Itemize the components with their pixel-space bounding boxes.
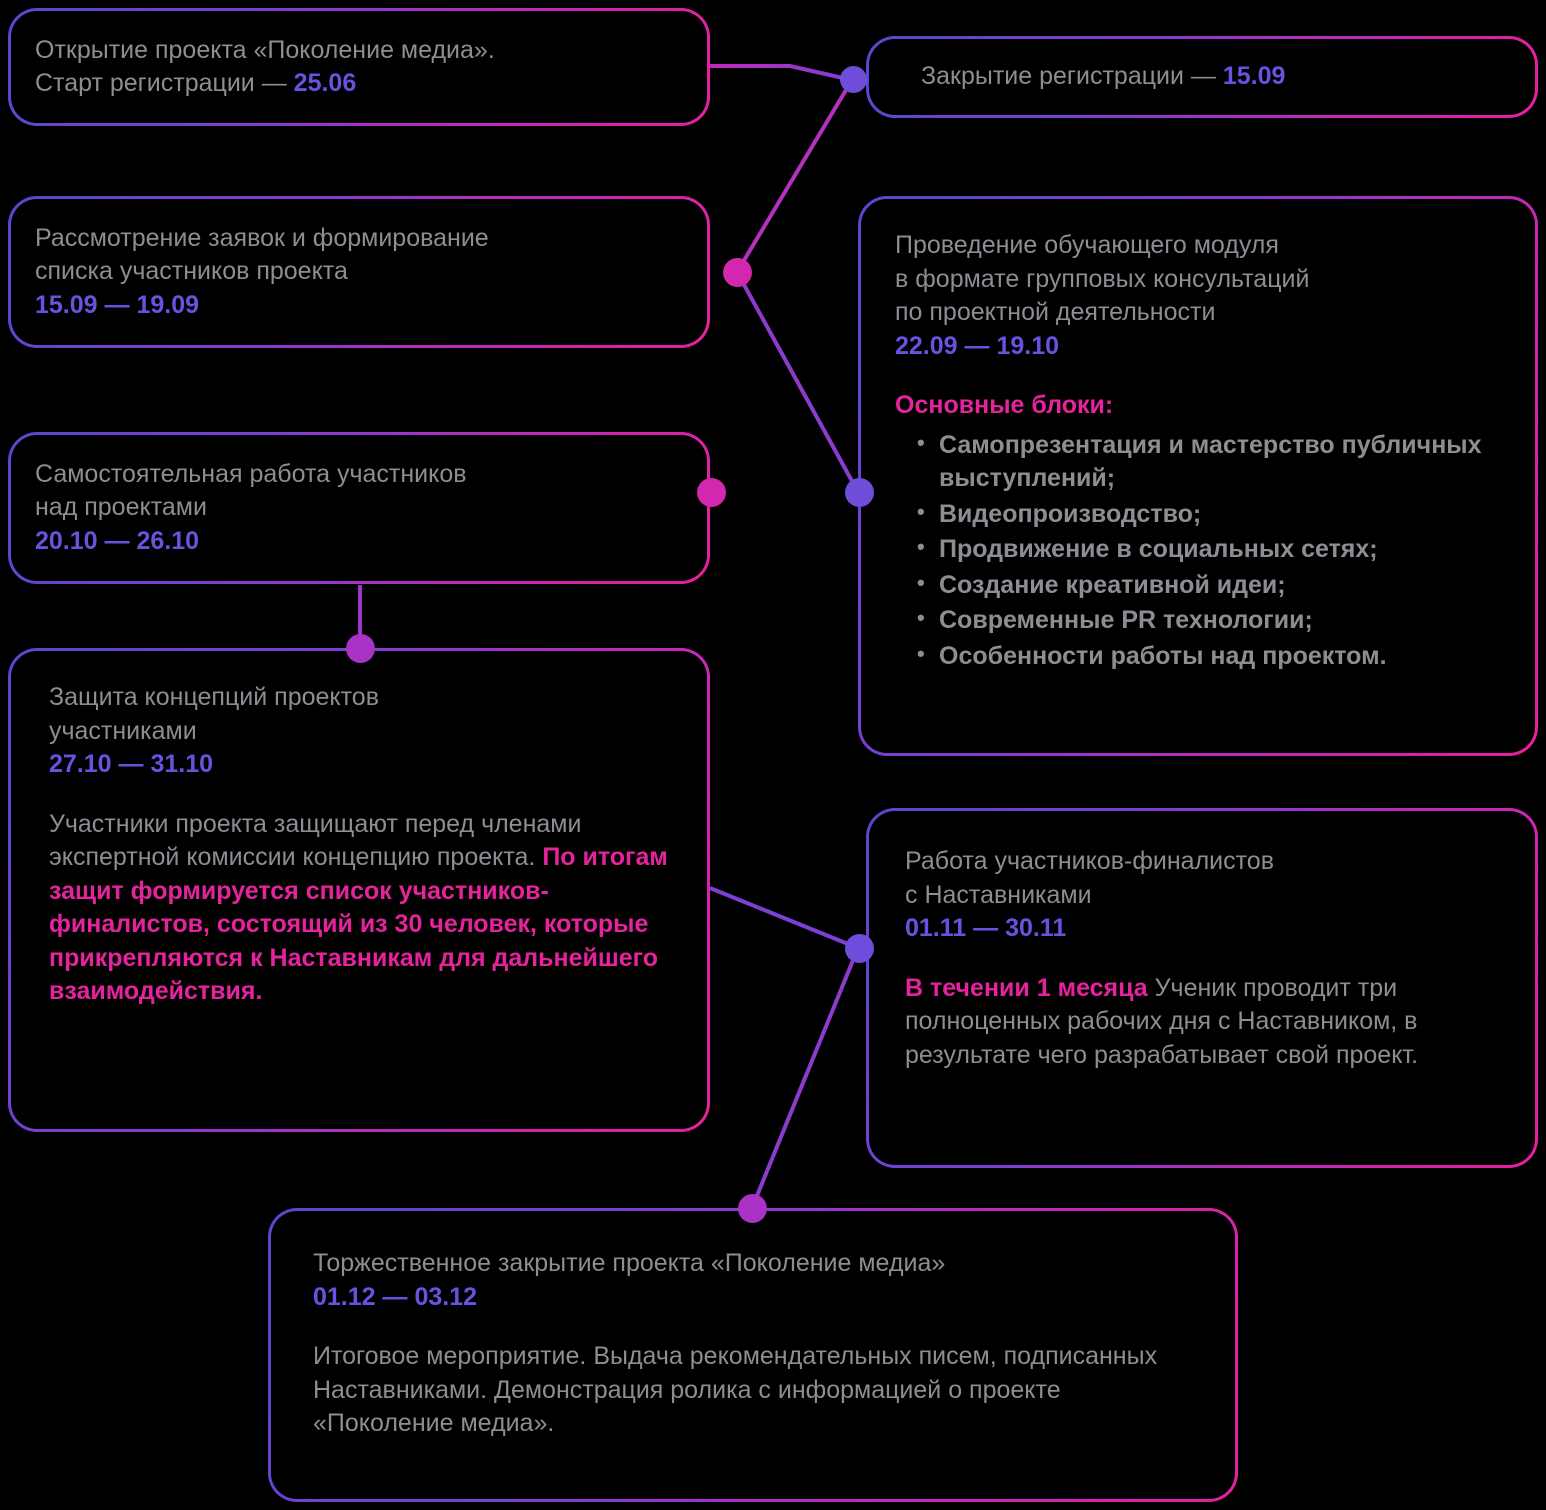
card-review-date: 15.09 — 19.09 xyxy=(35,290,200,319)
card-defense-body xyxy=(49,808,669,1009)
edge-mentors-to-closing xyxy=(752,948,858,1208)
card-module-blocks-title: Основные блоки: xyxy=(895,391,1114,419)
card-mentor-work[interactable] xyxy=(866,808,1538,1168)
card-close-reg-date: 15.09 xyxy=(1222,62,1286,91)
card-self-work[interactable] xyxy=(8,432,710,584)
list-item: • Продвижение в социальных сетях; xyxy=(913,533,1501,567)
node-dot-mentors xyxy=(845,934,874,963)
card-project-open[interactable] xyxy=(8,8,710,126)
card-defense-body-plain: Участники проекта защищают перед членами экспертной комиссии концепцию проекта. xyxy=(49,809,582,871)
card-module-blocks-list xyxy=(895,429,1501,674)
card-review-line1: Рассмотрение заявок и формирование xyxy=(35,223,489,252)
card-mentors-body xyxy=(905,972,1499,1073)
card-applications-review[interactable] xyxy=(8,196,710,348)
list-item: • Особенности работы над проектом. xyxy=(913,640,1501,674)
edge-review-to-module xyxy=(737,272,858,492)
edge-review-to-close-reg xyxy=(737,80,852,272)
card-mentors-body-plain: Ученик проводит три полноценных рабочих дня с Наставником, в результате чего разрабатывает свой проект. xyxy=(905,973,1419,1069)
card-defense-line2: участниками xyxy=(49,716,197,745)
node-dot-review-hub xyxy=(723,258,752,287)
card-selfwork-date: 20.10 — 26.10 xyxy=(35,526,200,555)
card-defense-body-accent: По итогам защит формируется список участников-финалистов, состоящий из 30 человек, которые прикрепляются к Наставникам для дальнейшего взаимодействия. xyxy=(49,843,668,1005)
card-mentors-body-accent: В течении 1 месяца xyxy=(905,973,1155,1002)
card-mentors-date: 01.11 — 30.11 xyxy=(905,914,1067,942)
edge-open-to-close-reg xyxy=(710,66,852,80)
list-item: • Самопрезентация и мастерство публичных выступлений; xyxy=(913,429,1501,496)
card-training-module[interactable] xyxy=(858,196,1538,756)
list-item: • Создание креативной идеи; xyxy=(913,569,1501,603)
node-dot-defense-top xyxy=(346,634,375,663)
card-closing-date: 01.12 — 03.12 xyxy=(313,1282,478,1311)
card-open-line1: Открытие проекта «Поколение медиа». xyxy=(35,35,495,64)
card-open-date: 25.06 xyxy=(293,69,357,97)
card-module-date: 22.09 — 19.10 xyxy=(895,331,1060,360)
node-dot-closing xyxy=(738,1194,767,1223)
edge-defense-to-mentors xyxy=(710,888,858,948)
card-concept-defense[interactable] xyxy=(8,648,710,1132)
card-closing-line1: Торжественное закрытие проекта «Поколение медиа» xyxy=(313,1249,946,1277)
card-closing-body: Итоговое мероприятие. Выдача рекомендательных писем, подписанных Наставниками. Демонстрация ролика с информацией о проекте «Поколение медиа». xyxy=(313,1342,1158,1437)
card-review-line2: списка участников проекта xyxy=(35,257,348,286)
card-mentors-line2: с Наставниками xyxy=(905,880,1092,909)
card-mentors-line1: Работа участников-финалистов xyxy=(905,847,1274,875)
card-open-line2: Старт регистрации — 25.06 xyxy=(35,69,357,97)
card-defense-date: 27.10 — 31.10 xyxy=(49,750,214,778)
card-defense-line1: Защита концепций проектов xyxy=(49,683,379,711)
card-selfwork-line2: над проектами xyxy=(35,493,207,522)
card-module-line1: Проведение обучающего модуля xyxy=(895,231,1279,259)
card-registration-close[interactable] xyxy=(866,36,1538,118)
node-dot-close-reg xyxy=(840,66,867,93)
node-dot-selfwork xyxy=(697,478,726,507)
card-project-closing[interactable] xyxy=(268,1208,1238,1502)
node-dot-module xyxy=(845,478,874,507)
card-module-line3: по проектной деятельности xyxy=(895,298,1216,326)
list-item: • Современные PR технологии; xyxy=(913,604,1501,638)
card-close-reg-label: Закрытие регистрации — 15.09 xyxy=(921,62,1286,91)
card-module-line2: в формате групповых консультаций xyxy=(895,264,1310,293)
card-selfwork-line1: Самостоятельная работа участников xyxy=(35,459,467,488)
list-item: • Видеопроизводство; xyxy=(913,498,1501,532)
